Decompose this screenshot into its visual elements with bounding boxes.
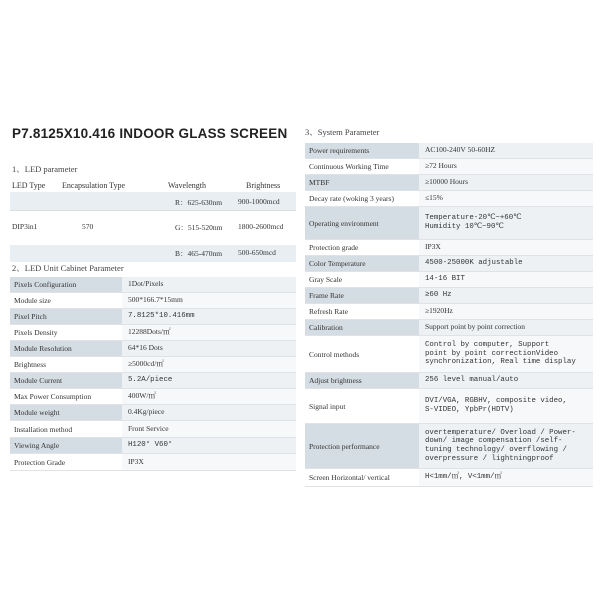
row-value: DVI/VGA, RGBHV, composite video, S-VIDEO, YpbPr(HDTV) <box>419 389 593 423</box>
row-label: Operating environment <box>305 207 419 239</box>
row-label: Module Current <box>10 373 122 388</box>
row-label: Viewing Angle <box>10 438 122 453</box>
row-value: 1Dot/Pixels <box>122 277 296 292</box>
table-row <box>305 424 593 469</box>
table-row <box>305 336 593 373</box>
table-row <box>305 373 593 389</box>
row-label: Frame Rate <box>305 288 419 303</box>
row-value: 500*166.7*15mm <box>122 293 296 308</box>
row-label: Decay rate (woking 3 years) <box>305 191 419 206</box>
row-value: ≥1920Hz <box>419 304 593 319</box>
row-value: AC100-240V 50-60HZ <box>419 143 593 158</box>
header-encapsulation: Encapsulation Type <box>62 181 126 190</box>
row-value: 7.8125*10.416mm <box>122 309 296 324</box>
row-value: 64*16 Dots <box>122 341 296 356</box>
table-row <box>305 320 593 336</box>
wavelength-blue: B：465-470nm <box>175 249 223 258</box>
row-value: 0.4Kg/piece <box>122 405 296 420</box>
cabinet-section-heading: 2、LED Unit Cabinet Parameter <box>12 263 124 273</box>
row-value: ≥60 Hz <box>419 288 593 303</box>
row-value: 256 level manual/auto <box>419 373 593 388</box>
row-label: Protection grade <box>305 240 419 255</box>
table-row <box>10 341 296 357</box>
table-row <box>10 325 296 341</box>
table-row <box>10 389 296 405</box>
row-label: Module size <box>10 293 122 308</box>
table-row <box>10 438 296 454</box>
row-label: Power requirements <box>305 143 419 158</box>
table-row <box>305 469 593 487</box>
row-label: Installation method <box>10 421 122 437</box>
row-label: Adjust brightness <box>305 373 419 388</box>
row-label: Pixels Configuration <box>10 277 122 292</box>
table-row <box>305 304 593 320</box>
led-type-value: DIP3in1 <box>12 222 38 231</box>
encapsulation-value: 570 <box>82 222 94 231</box>
brightness-green: 1800-2600mcd <box>238 222 284 231</box>
row-label: Signal input <box>305 389 419 423</box>
table-row <box>305 175 593 191</box>
row-value: ≥10000 Hours <box>419 175 593 190</box>
row-value: IP3X <box>122 454 296 470</box>
table-row <box>305 288 593 304</box>
row-label: Control methods <box>305 336 419 372</box>
row-value: IP3X <box>419 240 593 255</box>
row-value: 12288Dots/㎡ <box>122 325 296 340</box>
row-value: overtemperature/ Overload / Power- down/ image compensation /self- tuning technology/ overflowing / overpressure / lightningproof <box>419 424 593 468</box>
row-label: Screen Horizontal/ vertical <box>305 469 419 486</box>
row-label: Calibration <box>305 320 419 335</box>
row-value: 400W/㎡ <box>122 389 296 404</box>
table-row <box>305 240 593 256</box>
row-label: Protection performance <box>305 424 419 468</box>
row-label: Gray Scale <box>305 272 419 287</box>
row-label: Max Power Consumption <box>10 389 122 404</box>
row-label: MTBF <box>305 175 419 190</box>
cabinet-parameter-table <box>10 277 296 471</box>
row-label: Pixel Pitch <box>10 309 122 324</box>
row-value: 4500-25000K adjustable <box>419 256 593 271</box>
table-row <box>305 191 593 207</box>
table-row <box>10 405 296 421</box>
row-value: 14-16 BIT <box>419 272 593 287</box>
table-row <box>305 256 593 272</box>
table-row <box>10 309 296 325</box>
table-row <box>305 207 593 240</box>
row-value: Temperature-20℃~+60℃ Humidity 10℃~90℃ <box>419 207 593 239</box>
header-brightness: Brightness <box>246 181 281 190</box>
row-label: Color Temperature <box>305 256 419 271</box>
led-section-heading: 1、LED parameter <box>12 164 78 174</box>
row-value: ≥72 Hours <box>419 159 593 174</box>
brightness-red: 900-1000mcd <box>238 197 280 206</box>
header-wavelength: Wavelength <box>168 181 207 190</box>
table-row <box>10 293 296 309</box>
row-value: H<1mm/㎡, V<1mm/㎡ <box>419 469 593 486</box>
table-row <box>305 159 593 175</box>
row-label: Protection Grade <box>10 454 122 470</box>
row-value: H120° V60° <box>122 438 296 453</box>
table-row <box>10 421 296 438</box>
row-value: Control by computer, Support point by point correctionVideo synchronization, Real time display <box>419 336 593 372</box>
table-row <box>10 454 296 471</box>
wavelength-red: R：625-630nm <box>175 198 223 207</box>
table-row <box>10 357 296 373</box>
row-label: Module weight <box>10 405 122 420</box>
row-label: Module Resolution <box>10 341 122 356</box>
row-label: Refresh Rate <box>305 304 419 319</box>
led-parameter-table <box>10 192 296 262</box>
system-section-heading: 3、System Parameter <box>305 127 380 137</box>
row-label: Pixels Density <box>10 325 122 340</box>
row-label: Brightness <box>10 357 122 372</box>
table-row <box>10 277 296 293</box>
page-title: P7.8125X10.416 INDOOR GLASS SCREEN <box>12 126 288 141</box>
brightness-blue: 500-650mcd <box>238 248 276 257</box>
system-parameter-table <box>305 143 593 487</box>
table-row <box>10 373 296 389</box>
wavelength-green: G：515-520nm <box>175 223 223 232</box>
table-row <box>305 143 593 159</box>
table-row <box>305 272 593 288</box>
row-value: ≥5000cd/㎡ <box>122 357 296 372</box>
row-value: Front Service <box>122 421 296 437</box>
row-value: Support point by point correction <box>419 320 593 335</box>
table-row <box>305 389 593 424</box>
header-led-type: LED Type <box>12 181 46 190</box>
row-label: Continuous Working Time <box>305 159 419 174</box>
row-value: 5.2A/piece <box>122 373 296 388</box>
row-value: ≤15% <box>419 191 593 206</box>
